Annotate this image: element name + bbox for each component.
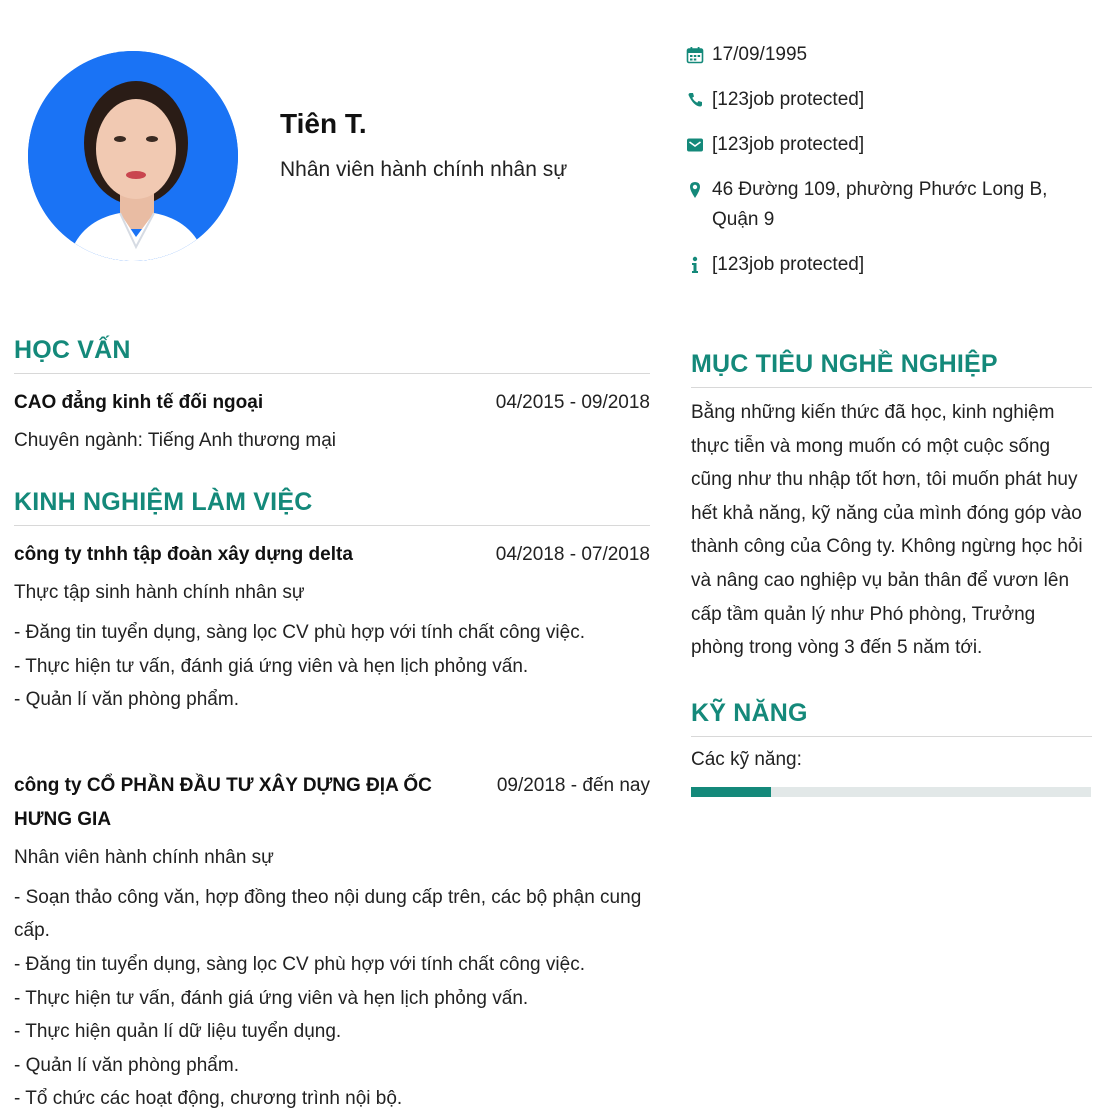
info-icon — [684, 250, 706, 280]
contact-address — [684, 175, 1064, 235]
skills-section — [691, 699, 1092, 797]
objective-text: Bằng những kiến thức đã học, kinh nghiệm thực tiễn và mong muốn có một cuộc sống cũng như thu nhập tốt hơn, tôi muốn phát huy hết khả năng, kỹ năng của mình đóng góp vào thành công của Công ty. Không ngừng học hỏi và nâng cao nghiệp vụ bản thân để vươn lên cấp tầm quản lý như Phó phòng, Trưởng phòng trong vòng 3 đến 5 năm tới. — [691, 402, 1083, 659]
duty-item: - Quản lí văn phòng phẩm. — [14, 1054, 239, 1076]
duty-item: - Đăng tin tuyển dụng, sàng lọc CV phù hợp với tính chất công việc. — [14, 622, 585, 643]
duty-item: - Soạn thảo công văn, hợp đồng theo nội dung cấp trên, các bộ phận cung cấp. — [14, 886, 642, 942]
job-position: Nhân viên hành chính nhân sự — [14, 846, 274, 868]
experience-heading: KINH NGHIỆM LÀM VIỆC — [14, 488, 650, 526]
duty-item: - Thực hiện tư vấn, đánh giá ứng viên và hẹn lịch phỏng vấn. — [14, 655, 529, 677]
profile-photo — [28, 51, 238, 261]
company-name: công ty CỔ PHẦN ĐẦU TƯ XÂY DỰNG ĐỊA ỐC HƯNG GIA — [14, 774, 432, 830]
objective-section — [691, 350, 1092, 665]
skills-label: Các kỹ năng: — [691, 748, 802, 770]
education-major: Chuyên ngành: Tiếng Anh thương mại — [14, 430, 337, 451]
avatar — [28, 51, 238, 261]
phone-icon — [684, 85, 706, 115]
duty-item: - Thực hiện quản lí dữ liệu tuyển dụng. — [14, 1021, 342, 1043]
candidate-title: Nhân viên hành chính nhân sự — [280, 158, 568, 181]
skills-heading: KỸ NĂNG — [691, 699, 1092, 737]
job-duties — [14, 881, 650, 1116]
contact-info — [684, 40, 1064, 295]
objective-heading: MỤC TIÊU NGHỀ NGHIỆP — [691, 350, 1092, 388]
right-column — [691, 350, 1092, 797]
candidate-name: Tiên T. — [280, 108, 367, 139]
school-name: CAO đẳng kinh tế đối ngoại — [14, 392, 264, 413]
envelope-icon — [684, 130, 706, 160]
experience-entry — [14, 538, 650, 717]
experience-date: 04/2018 - 07/2018 — [495, 544, 650, 565]
experience-date: 09/2018 - đến nay — [496, 774, 650, 796]
phone-value: [123job protected] — [712, 89, 865, 110]
duty-item: - Đăng tin tuyển dụng, sàng lọc CV phù hợp với tính chất công việc. — [14, 953, 585, 975]
duty-item: - Thực hiện tư vấn, đánh giá ứng viên và hẹn lịch phỏng vấn. — [14, 987, 529, 1009]
map-marker-icon — [684, 175, 706, 205]
email-value: [123job protected] — [712, 134, 865, 155]
company-name: công ty tnhh tập đoàn xây dựng delta — [14, 544, 353, 565]
duty-item: - Tổ chức các hoạt động, chương trình nội bộ. — [14, 1088, 403, 1110]
calendar-icon — [684, 40, 706, 70]
contact-birthday — [684, 40, 1064, 70]
left-column — [14, 336, 650, 1116]
education-entry — [14, 386, 650, 420]
birthday-value: 17/09/1995 — [712, 44, 808, 65]
duty-item: - Quản lí văn phòng phẩm. — [14, 689, 239, 711]
info-value: [123job protected] — [712, 254, 865, 275]
education-date: 04/2015 - 09/2018 — [495, 392, 650, 413]
contact-email — [684, 130, 1064, 160]
contact-info-line — [684, 250, 1064, 280]
experience-entry — [14, 769, 650, 1116]
job-position: Thực tập sinh hành chính nhân sự — [14, 582, 305, 603]
education-heading: HỌC VẤN — [14, 336, 650, 374]
skill-level-fill — [691, 787, 771, 797]
experience-section — [14, 488, 650, 1116]
job-duties — [14, 616, 650, 717]
education-section — [14, 336, 650, 458]
contact-phone — [684, 85, 1064, 115]
skill-level-bar — [691, 787, 1091, 797]
address-value: 46 Đường 109, phường Phước Long B, Quận 9 — [712, 179, 1048, 230]
